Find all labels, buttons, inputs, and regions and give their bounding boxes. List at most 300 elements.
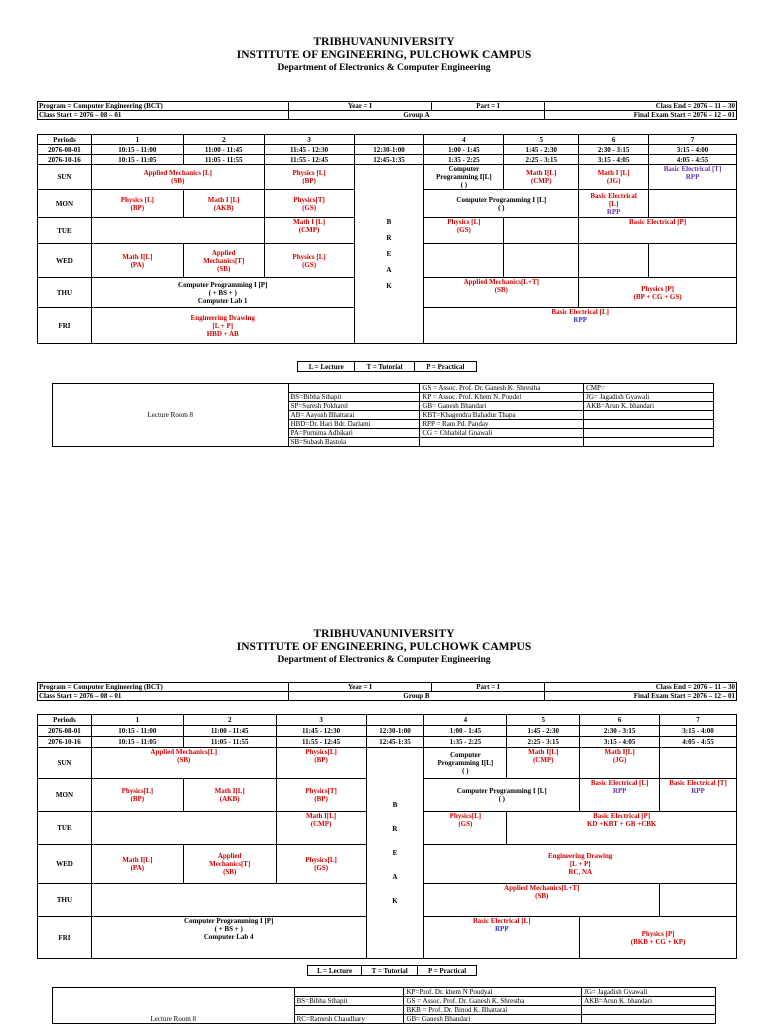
teacher: ( + BS + ) bbox=[208, 288, 237, 297]
subject: Basic Electrical bbox=[590, 191, 637, 200]
teacher: (SB) bbox=[177, 756, 191, 764]
subject: Math I[L] bbox=[528, 748, 559, 756]
time-cell: 1:00 - 1:45 bbox=[424, 145, 504, 155]
time-cell: 12:45-1:35 bbox=[366, 737, 424, 748]
day-fri: FRI bbox=[38, 308, 92, 344]
teacher: (SB) bbox=[535, 892, 549, 900]
teacher-entry: PA=Purnima Adhikari bbox=[288, 429, 420, 438]
empty-cell bbox=[579, 244, 649, 278]
subject: Computer Programming I [L] bbox=[456, 787, 547, 795]
teacher: (PA) bbox=[130, 864, 145, 872]
class-cell bbox=[424, 884, 660, 917]
break-letter: A bbox=[392, 873, 398, 881]
type: [L + P] bbox=[569, 860, 591, 868]
date-cell: 2076-10-16 bbox=[38, 737, 92, 748]
class-cell bbox=[660, 779, 737, 812]
subject: Physics[L] bbox=[449, 812, 482, 820]
class-cell bbox=[507, 748, 580, 779]
empty-cell bbox=[660, 748, 737, 779]
break-header bbox=[354, 135, 424, 145]
break-letter: E bbox=[392, 849, 398, 857]
teacher: (CMP) bbox=[310, 820, 332, 828]
period-number: 6 bbox=[579, 135, 649, 145]
class-cell bbox=[424, 165, 504, 190]
time-cell: 10:15 - 11:00 bbox=[91, 726, 183, 737]
teacher-entry: RC=Ramesh Chaudhary bbox=[294, 1015, 404, 1024]
final-exam-cell: Final Exam Start = 2076 – 12 – 01 bbox=[545, 692, 737, 701]
teacher-entry: RPP = Ram Pd. Panday bbox=[420, 420, 584, 429]
day-sun: SUN bbox=[38, 748, 92, 779]
teacher: (SB) bbox=[494, 286, 508, 294]
subject: Physics [L] bbox=[447, 218, 481, 226]
teacher: (CMP) bbox=[532, 756, 554, 764]
day-sun: SUN bbox=[38, 165, 92, 190]
subject: Physics [L] bbox=[120, 195, 154, 204]
time-cell: 11:00 - 11:45 bbox=[183, 726, 276, 737]
teacher: (GS) bbox=[456, 226, 471, 234]
empty-cell bbox=[649, 190, 737, 218]
teacher: (JG) bbox=[612, 756, 627, 764]
class-cell bbox=[91, 244, 183, 278]
period-number: 2 bbox=[183, 135, 264, 145]
class-cell bbox=[264, 218, 354, 244]
day-mon: MON bbox=[38, 190, 92, 218]
break-column bbox=[354, 165, 424, 344]
teacher: RC, NA bbox=[568, 868, 593, 876]
class-cell bbox=[276, 845, 366, 884]
subject: Computer bbox=[448, 165, 480, 173]
subject: Applied Mechanics[L] bbox=[150, 748, 218, 756]
part-cell: Part = I bbox=[432, 683, 545, 692]
time-cell: 11:55 - 12:45 bbox=[264, 155, 354, 165]
time-cell: 3:15 - 4:05 bbox=[580, 737, 660, 748]
teacher: RPP bbox=[606, 207, 621, 216]
teacher-entry: BS=Bibha Sthapit bbox=[288, 393, 420, 402]
teacher-entry: SP=Suresh Pokharel bbox=[288, 402, 420, 411]
teacher-entry: SB=Subash Bastola bbox=[288, 438, 420, 447]
time-cell: 11:45 - 12:30 bbox=[276, 726, 366, 737]
day-thu: THU bbox=[38, 884, 92, 917]
time-cell: 10:15 - 11:00 bbox=[91, 145, 183, 155]
year-cell: Year = I bbox=[289, 102, 432, 111]
header-a bbox=[0, 36, 768, 74]
teacher-entry: BKB = Prof. Dr. Binod K. Bhattarai bbox=[404, 1006, 582, 1015]
date-cell: 2076-08-01 bbox=[38, 726, 92, 737]
class-cell bbox=[507, 812, 737, 845]
break-letter: R bbox=[386, 234, 392, 242]
period-number: 1 bbox=[91, 715, 183, 726]
teacher: (BP) bbox=[302, 177, 316, 185]
period-number: 6 bbox=[580, 715, 660, 726]
subject: Engineering Drawing bbox=[548, 852, 613, 860]
teacher-entry bbox=[288, 384, 420, 393]
university-title: TRIBHUVANUNIVERSITY bbox=[313, 628, 455, 640]
class-end-cell: Class End = 2076 – 11 – 30 bbox=[545, 102, 737, 111]
period-number: 1 bbox=[91, 135, 183, 145]
group-cell: Group A bbox=[289, 111, 545, 120]
period-number: 7 bbox=[660, 715, 737, 726]
class-cell bbox=[183, 779, 276, 812]
subject: Math I[L] bbox=[306, 812, 337, 820]
teacher-entry: KP = Assoc. Prof. Khem N. Poudel bbox=[420, 393, 584, 402]
time-cell: 2:30 - 3:15 bbox=[579, 145, 649, 155]
lab: Computer Lab 1 bbox=[197, 296, 248, 305]
class-start-cell: Class Start = 2076 – 08 – 01 bbox=[38, 692, 289, 701]
teacher-entry: AKB=Arun K. bhandari bbox=[584, 402, 714, 411]
lab: Computer Lab 4 bbox=[203, 933, 254, 941]
time-cell: 4:05 - 4:55 bbox=[649, 155, 737, 165]
group-cell: Group B bbox=[289, 692, 545, 701]
empty-cell bbox=[91, 884, 366, 917]
teacher-entry: AKB=Arun K. bhandari bbox=[582, 997, 716, 1006]
empty-cell bbox=[504, 244, 579, 278]
timetable-a bbox=[37, 134, 737, 344]
subject: Computer Programming I [L] bbox=[456, 195, 547, 204]
legend-lecture: L = Lecture bbox=[308, 966, 362, 976]
subject: Math I [L] bbox=[597, 169, 630, 177]
empty-cell bbox=[660, 884, 737, 917]
date-cell: 2076-10-16 bbox=[38, 155, 92, 165]
subject: Applied bbox=[211, 248, 236, 257]
time-cell: 1:00 - 1:45 bbox=[424, 726, 507, 737]
time-cell: 3:15 - 4:00 bbox=[649, 145, 737, 155]
break-letter: A bbox=[386, 266, 392, 274]
day-mon: MON bbox=[38, 779, 92, 812]
teacher: RPP bbox=[612, 787, 627, 795]
class-cell bbox=[276, 812, 366, 845]
institute-title: INSTITUTE OF ENGINEERING, PULCHOWK CAMPUS bbox=[236, 641, 532, 653]
time-cell: 11:05 - 11:55 bbox=[183, 155, 264, 165]
class-cell bbox=[649, 165, 737, 190]
time-cell: 12:45-1:35 bbox=[354, 155, 424, 165]
class-cell bbox=[580, 748, 660, 779]
legend-tutorial: T = Tutorial bbox=[355, 362, 414, 372]
day-fri: FRI bbox=[38, 917, 92, 959]
teacher: (SB) bbox=[223, 868, 237, 876]
time-cell: 10:15 - 11:05 bbox=[91, 155, 183, 165]
teacher: ( ) bbox=[498, 203, 505, 212]
teacher-entry bbox=[582, 1006, 716, 1015]
subject: Physics [P] bbox=[641, 284, 675, 293]
break-letter: K bbox=[392, 897, 398, 905]
subject: Basic Electrical [P] bbox=[629, 218, 687, 226]
teacher-entry bbox=[420, 438, 584, 447]
teacher: (GS) bbox=[302, 260, 317, 269]
time-cell: 2:25 - 3:15 bbox=[504, 155, 579, 165]
day-tue: TUE bbox=[38, 812, 92, 845]
teacher-entry bbox=[294, 1006, 404, 1015]
teacher: (PA) bbox=[130, 260, 145, 269]
subject: Applied Mechanics [L] bbox=[143, 169, 213, 177]
teacher: (GS) bbox=[458, 820, 473, 828]
period-number: 4 bbox=[424, 135, 504, 145]
time-cell: 11:00 - 11:45 bbox=[183, 145, 264, 155]
teacher-entry bbox=[584, 420, 714, 429]
legend-b bbox=[307, 965, 477, 976]
teacher: KD +KBT + GB +CBK bbox=[586, 820, 657, 828]
class-cell bbox=[579, 165, 649, 190]
time-cell: 11:55 - 12:45 bbox=[276, 737, 366, 748]
subject: Physics [P] bbox=[641, 929, 675, 938]
subject: Physics[L] bbox=[305, 748, 337, 756]
time-cell: 12:30-1:00 bbox=[354, 145, 424, 155]
teacher: (AKB) bbox=[219, 795, 240, 803]
teacher-entry: JG= Jagadish Gyawali bbox=[584, 393, 714, 402]
class-cell bbox=[91, 779, 183, 812]
class-cell bbox=[91, 190, 183, 218]
break-letter: K bbox=[386, 282, 392, 290]
legend-lecture: L = Lecture bbox=[298, 362, 355, 372]
subject: Physics[T] bbox=[305, 787, 337, 795]
time-cell: 1:45 - 2:30 bbox=[507, 726, 580, 737]
teacher: (BKB + CG + KP) bbox=[630, 937, 686, 946]
subject: Computer Programming I [P] bbox=[184, 917, 274, 925]
class-cell bbox=[580, 779, 660, 812]
day-wed: WED bbox=[38, 845, 92, 884]
header-b bbox=[0, 628, 768, 666]
legend-practical: P = Practical bbox=[414, 362, 476, 372]
class-cell bbox=[264, 190, 354, 218]
period-number: 4 bbox=[424, 715, 507, 726]
teacher-entry bbox=[582, 1015, 716, 1024]
subject: Math I[L] bbox=[214, 787, 245, 795]
period-number: 3 bbox=[276, 715, 366, 726]
time-cell: 11:05 - 11:55 bbox=[183, 737, 276, 748]
timetable-b bbox=[37, 714, 737, 959]
empty-cell bbox=[91, 812, 276, 845]
teacher: (AKB) bbox=[213, 203, 234, 212]
period-number: 2 bbox=[183, 715, 276, 726]
subject: Applied bbox=[217, 852, 242, 860]
teacher-entry: KBT=Khagendra Bahadur Thapa bbox=[420, 411, 584, 420]
final-exam-cell: Final Exam Start = 2076 – 12 – 01 bbox=[545, 111, 737, 120]
class-cell bbox=[276, 779, 366, 812]
subject: Math I[L] bbox=[604, 748, 635, 756]
class-cell bbox=[91, 748, 276, 779]
teacher-entry bbox=[584, 438, 714, 447]
teacher-entry bbox=[294, 988, 404, 997]
teacher: (GS) bbox=[302, 203, 317, 212]
break-letter: E bbox=[386, 250, 392, 258]
subject: Computer Programming I [P] bbox=[178, 280, 268, 289]
teacher: RPP bbox=[685, 173, 700, 181]
period-number: 5 bbox=[504, 135, 579, 145]
class-cell bbox=[91, 165, 264, 190]
empty-cell bbox=[91, 218, 264, 244]
room-label: Lecture Room 8 bbox=[53, 988, 295, 1024]
class-cell bbox=[276, 748, 366, 779]
subject: Math I [L] bbox=[207, 195, 240, 204]
class-cell bbox=[424, 812, 507, 845]
teacher: (BP) bbox=[130, 203, 145, 212]
periods-label: Periods bbox=[38, 135, 92, 145]
class-cell bbox=[424, 748, 507, 779]
teacher-entry bbox=[584, 429, 714, 438]
subject: Computer bbox=[450, 751, 481, 759]
class-cell bbox=[504, 165, 579, 190]
class-start-cell: Class Start = 2076 – 08 – 01 bbox=[38, 111, 289, 120]
subject: Math I [L] bbox=[293, 218, 326, 226]
time-cell: 10:15 - 11:05 bbox=[91, 737, 183, 748]
class-cell bbox=[264, 165, 354, 190]
time-cell: 12:30-1:00 bbox=[366, 726, 424, 737]
subject: Physics [L] bbox=[292, 169, 326, 177]
teacher: ( ) bbox=[498, 795, 505, 803]
class-cell bbox=[91, 845, 183, 884]
teacher: ( ) bbox=[460, 181, 468, 189]
teacher: ( + BS + ) bbox=[214, 925, 243, 933]
university-title: TRIBHUVANUNIVERSITY bbox=[313, 36, 455, 48]
info-table-a bbox=[37, 101, 737, 120]
empty-cell bbox=[504, 218, 579, 244]
empty-cell bbox=[649, 244, 737, 278]
teacher: ( ) bbox=[462, 767, 469, 775]
teacher: RPP bbox=[494, 925, 509, 933]
class-cell bbox=[424, 845, 737, 884]
teacher-table-b bbox=[52, 987, 716, 1024]
break-letter: B bbox=[392, 801, 398, 809]
class-end-cell: Class End = 2076 – 11 – 30 bbox=[545, 683, 737, 692]
time-cell: 2:25 - 3:15 bbox=[507, 737, 580, 748]
class-cell bbox=[424, 278, 579, 308]
teacher: (BP) bbox=[314, 795, 328, 803]
department-title: Department of Electronics & Computer Engineering bbox=[277, 655, 491, 665]
time-cell: 1:35 - 2:25 bbox=[424, 737, 507, 748]
teacher-entry: GS = Assoc. Prof. Dr. Ganesh K. Shrestha bbox=[404, 997, 582, 1006]
teacher: RPP bbox=[573, 316, 587, 324]
day-tue: TUE bbox=[38, 218, 92, 244]
teacher-entry: GB= Ganesh Bhandari bbox=[404, 1015, 582, 1024]
day-wed: WED bbox=[38, 244, 92, 278]
subject: Mechanics[T] bbox=[203, 256, 245, 265]
teacher-entry: CG = Chhabilal Gnawali bbox=[420, 429, 584, 438]
year-cell: Year = I bbox=[289, 683, 432, 692]
subject: Basic Electrical [L] bbox=[551, 308, 609, 316]
teacher-entry: GS = Assoc. Prof. Dr. Ganesh K. Shrestha bbox=[420, 384, 584, 393]
teacher-entry: CMP= bbox=[584, 384, 714, 393]
class-cell bbox=[183, 244, 264, 278]
teacher: RPP bbox=[691, 787, 705, 795]
subject: Applied Mechanics[L+T] bbox=[504, 884, 580, 892]
class-cell bbox=[183, 845, 276, 884]
subject: Basic Electrical [P] bbox=[593, 812, 651, 820]
subject: Mechanics[T] bbox=[209, 860, 251, 868]
subject: Math I[L] bbox=[122, 252, 153, 261]
subject: Physics[L] bbox=[305, 856, 337, 864]
date-cell: 2076-08-01 bbox=[38, 145, 92, 155]
time-cell: 3:15 - 4:05 bbox=[579, 155, 649, 165]
subject: Basic Electrical [T] bbox=[663, 165, 722, 173]
teacher: (BP) bbox=[130, 795, 145, 803]
subject: Physics [L] bbox=[292, 252, 326, 261]
teacher: (SB) bbox=[171, 177, 185, 185]
subject: Physics[L] bbox=[121, 787, 154, 795]
teacher-entry: GB= Ganesh Bhandari bbox=[420, 402, 584, 411]
teacher-entry: JG= Jagadish Gyawali bbox=[582, 988, 716, 997]
info-table-b bbox=[37, 682, 737, 701]
teacher: (CMP) bbox=[530, 177, 552, 185]
legend-a bbox=[297, 361, 477, 372]
period-number: 3 bbox=[264, 135, 354, 145]
teacher: (BP) bbox=[314, 756, 328, 764]
class-cell bbox=[183, 190, 264, 218]
class-cell bbox=[424, 308, 737, 344]
break-letter: B bbox=[386, 218, 392, 226]
institute-title: INSTITUTE OF ENGINEERING, PULCHOWK CAMPUS bbox=[236, 49, 532, 61]
class-cell bbox=[579, 218, 737, 244]
department-title: Department of Electronics & Computer Engineering bbox=[277, 63, 491, 73]
subject: [L] bbox=[608, 199, 619, 208]
subject: Basic Electrical [L] bbox=[473, 917, 531, 925]
subject: Programming I[L] bbox=[437, 759, 494, 767]
legend-practical: P = Practical bbox=[418, 966, 477, 976]
teacher: (JG) bbox=[606, 177, 621, 185]
teacher-entry bbox=[584, 411, 714, 420]
time-cell: 4:05 - 4:55 bbox=[660, 737, 737, 748]
subject: Basic Electrical [L] bbox=[590, 779, 649, 787]
class-cell bbox=[91, 278, 354, 308]
break-column bbox=[366, 748, 424, 959]
period-number: 5 bbox=[507, 715, 580, 726]
day-thu: THU bbox=[38, 278, 92, 308]
class-cell bbox=[424, 779, 580, 812]
subject: Programming I[L] bbox=[436, 173, 492, 181]
class-cell bbox=[424, 218, 504, 244]
period-number: 7 bbox=[649, 135, 737, 145]
program-cell: Program = Computer Engineering (BCT) bbox=[38, 683, 289, 692]
part-cell: Part = I bbox=[432, 102, 545, 111]
class-cell bbox=[264, 244, 354, 278]
class-cell bbox=[579, 190, 649, 218]
class-cell bbox=[579, 278, 737, 308]
teacher: (BP + CG + GS) bbox=[633, 292, 682, 301]
teacher: HBD + AB bbox=[206, 329, 239, 338]
subject: Physics[T] bbox=[293, 195, 325, 204]
teacher-table-a bbox=[52, 383, 714, 447]
subject: Applied Mechanics[L+T] bbox=[463, 278, 539, 286]
class-cell bbox=[424, 190, 579, 218]
room-label: Lecture Room 8 bbox=[53, 384, 289, 447]
teacher: (GS) bbox=[314, 864, 329, 872]
class-cell bbox=[580, 917, 737, 959]
teacher-entry: KP=Prof. Dr. khem N Poudyal bbox=[404, 988, 582, 997]
periods-label: Periods bbox=[38, 715, 92, 726]
legend-tutorial: T = Tutorial bbox=[362, 966, 418, 976]
time-cell: 11:45 - 12:30 bbox=[264, 145, 354, 155]
teacher: (CMP) bbox=[298, 226, 320, 234]
time-cell: 1:45 - 2:30 bbox=[504, 145, 579, 155]
empty-cell bbox=[424, 244, 504, 278]
break-header bbox=[366, 715, 424, 726]
program-cell: Program = Computer Engineering (BCT) bbox=[38, 102, 289, 111]
subject: Basic Electrical [T] bbox=[669, 779, 727, 787]
type: [L + P] bbox=[212, 321, 234, 330]
subject: Math I[L] bbox=[122, 856, 153, 864]
time-cell: 2:30 - 3:15 bbox=[580, 726, 660, 737]
subject: Engineering Drawing bbox=[190, 313, 255, 322]
teacher-entry: AB= Aayush Bhattarai bbox=[288, 411, 420, 420]
time-cell: 3:15 - 4:00 bbox=[660, 726, 737, 737]
class-cell bbox=[424, 917, 580, 959]
teacher-entry: BS=Bibha Sthapit bbox=[294, 997, 404, 1006]
subject: Math I[L] bbox=[526, 169, 557, 177]
teacher-entry: HBD=Dr. Hari Bdr. Darlami bbox=[288, 420, 420, 429]
break-letter: R bbox=[392, 825, 398, 833]
teacher: (SB) bbox=[217, 264, 231, 273]
class-cell bbox=[91, 308, 354, 344]
time-cell: 1:35 - 2:25 bbox=[424, 155, 504, 165]
class-cell bbox=[91, 917, 366, 959]
